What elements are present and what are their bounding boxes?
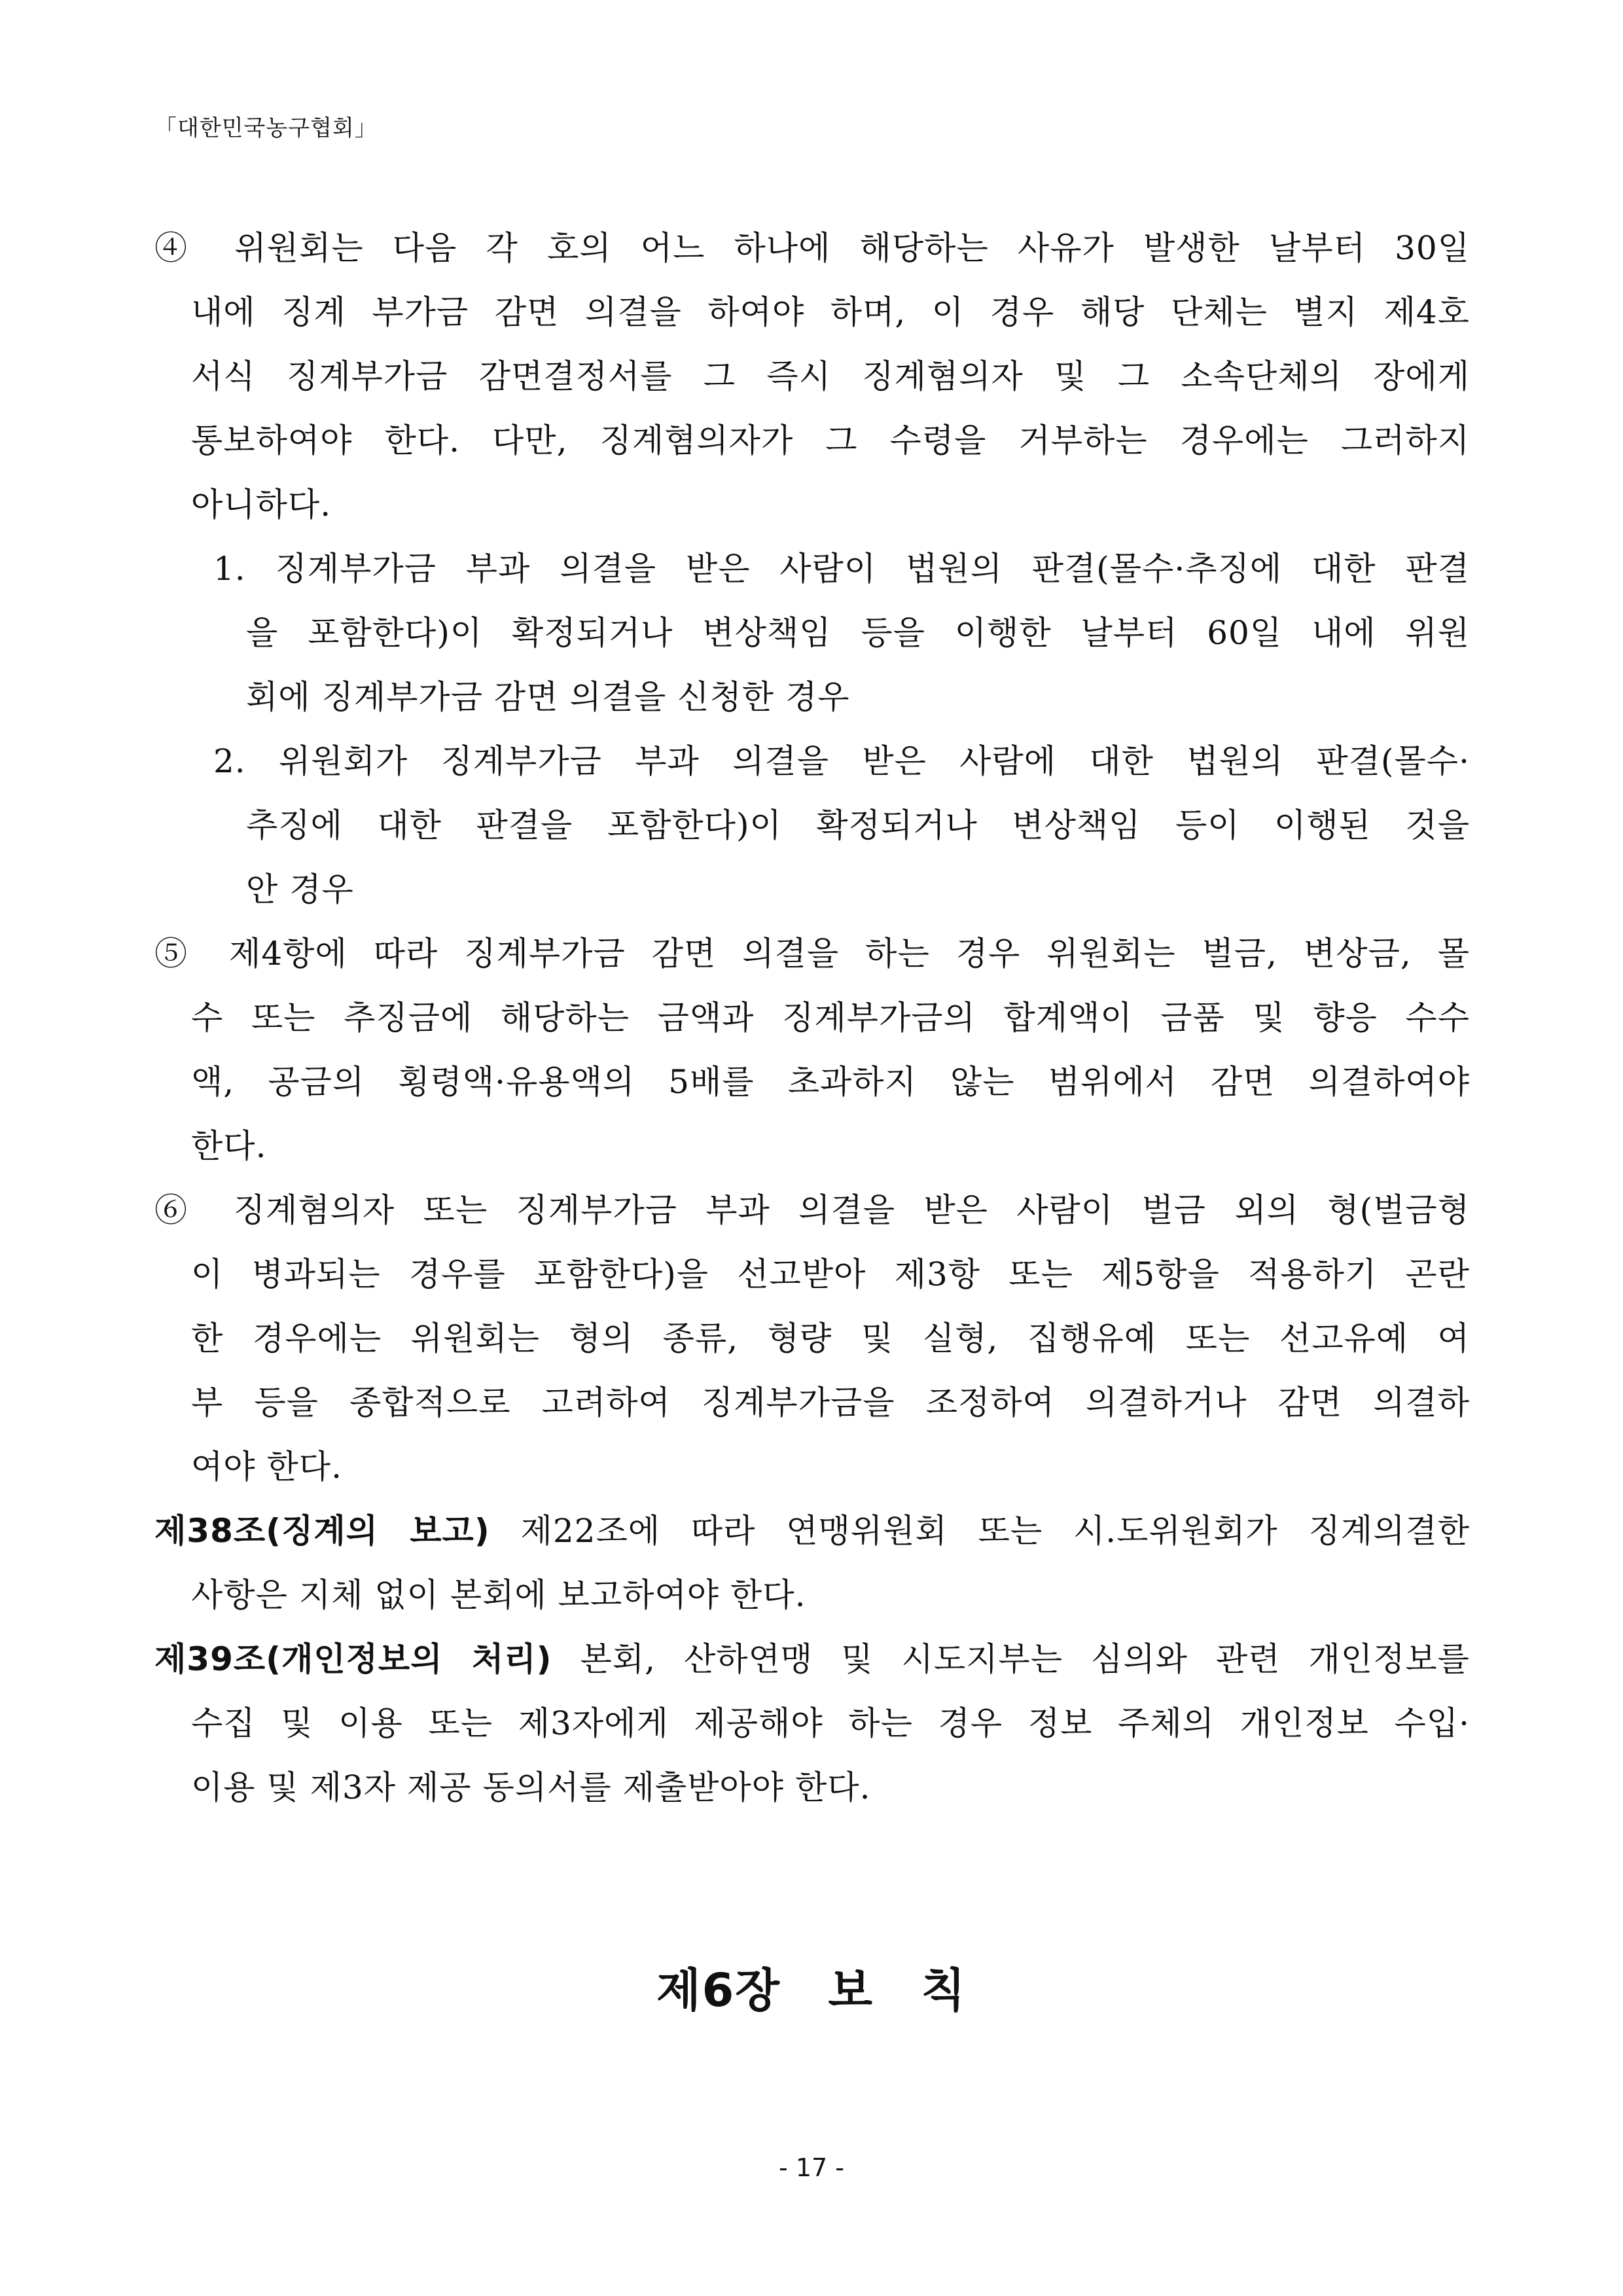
text-line: 수 또는 추징금에 해당하는 금액과 징계부가금의 합계액이 금품 및 향응 수수 [191,999,1470,1037]
text-line: 수집 및 이용 또는 제3자에게 제공해야 하는 경우 정보 주체의 개인정보 수입· [191,1704,1470,1742]
article-title: 제38조(징계의 보고) [154,1512,490,1550]
text-line: 회에 징계부가금 감면 의결을 신청한 경우 [246,678,850,716]
document-header: 「대한민국농구협회」 [154,115,378,141]
text-line: 추징에 대한 판결을 포함한다)이 확정되거나 변상책임 등이 이행된 것을 [246,806,1470,844]
paragraph-5 [154,922,1470,1178]
page-number: - 17 - [779,2153,844,2182]
text-line: 여야 한다. [191,1448,342,1486]
list-item [154,729,1470,922]
text-line [154,1499,1470,1563]
text-line: 1. 징계부가금 부과 의결을 받은 사람이 법원의 판결(몰수·추징에 대한 판결 [213,550,1470,588]
text-line: ⑥ 징계혐의자 또는 징계부가금 부과 의결을 받은 사람이 벌금 외의 형(벌금형 [154,1191,1470,1229]
text-line [154,1627,1470,1691]
paragraph-6 [154,1178,1470,1499]
text-line: 한 경우에는 위원회는 형의 종류, 형량 및 실형, 집행유예 또는 선고유예 여 [191,1319,1470,1357]
chapter-heading: 제6장 보 칙 [656,1964,967,2017]
text-line: 사항은 지체 없이 본회에 보고하여야 한다. [191,1576,806,1614]
text-line: 이 병과되는 경우를 포함한다)을 선고받아 제3항 또는 제5항을 적용하기 곤란 [191,1255,1470,1293]
text-line: ④ 위원회는 다음 각 호의 어느 하나에 해당하는 사유가 발생한 날부터 30일 [154,229,1470,267]
text-line: 내에 징계 부가금 감면 의결을 하여야 하며, 이 경우 해당 단체는 별지 제4호 [191,293,1470,331]
text-line: 통보하여야 한다. 다만, 징계혐의자가 그 수령을 거부하는 경우에는 그러하지 [191,422,1470,459]
text-line: 이용 및 제3자 제공 동의서를 제출받아야 한다. [191,1768,871,1806]
text-line: 을 포함한다)이 확정되거나 변상책임 등을 이행한 날부터 60일 내에 위원 [246,614,1470,652]
article-title: 제39조(개인정보의 처리) [154,1640,552,1678]
text-line: 서식 징계부가금 감면결정서를 그 즉시 징계혐의자 및 그 소속단체의 장에게 [191,357,1470,395]
paragraph-4 [154,216,1470,922]
text-line: 2. 위원회가 징계부가금 부과 의결을 받은 사람에 대한 법원의 판결(몰수· [213,742,1470,780]
article-text: 제22조에 따라 연맹위원회 또는 시.도위원회가 징계의결한 [520,1512,1470,1550]
list-item [154,537,1470,729]
text-line: 안 경우 [246,870,354,908]
article-38 [154,1499,1470,1627]
text-line: 아니하다. [191,486,332,524]
document-body [154,216,1470,1820]
text-line: 한다. [191,1127,267,1165]
article-39 [154,1627,1470,1820]
text-line: 액, 공금의 횡령액·유용액의 5배를 초과하지 않는 범위에서 감면 의결하여야 [191,1063,1470,1101]
text-line: ⑤ 제4항에 따라 징계부가금 감면 의결을 하는 경우 위원회는 벌금, 변상금, 몰 [154,935,1470,973]
article-text: 본회, 산하연맹 및 시도지부는 심의와 관련 개인정보를 [580,1640,1470,1678]
text-line: 부 등을 종합적으로 고려하여 징계부가금을 조정하여 의결하거나 감면 의결하 [191,1384,1470,1422]
